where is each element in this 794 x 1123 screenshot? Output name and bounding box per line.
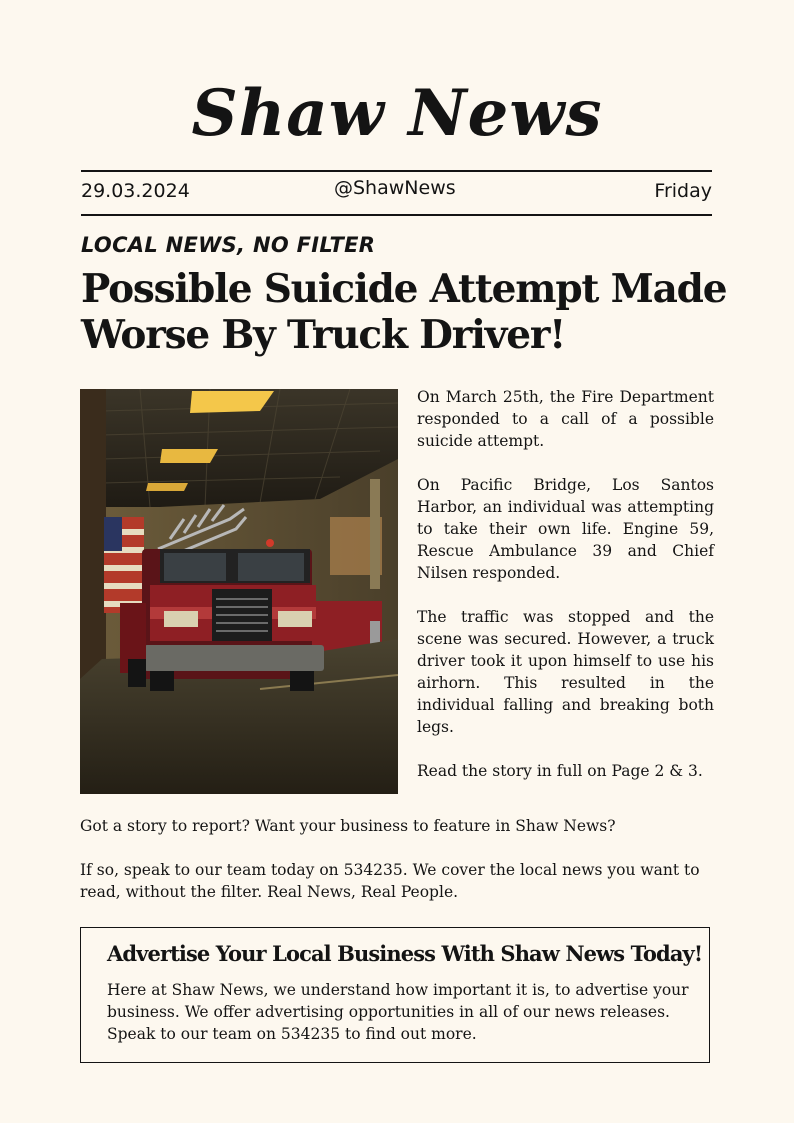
story-paragraph: On March 25th, the Fire Department responded to a call of a possible suicide attempt. (417, 388, 714, 450)
fire-truck-illustration (80, 389, 398, 794)
story-tip-callout (80, 815, 720, 925)
advert-title: Advertise Your Local Business With Shaw News Today! (107, 941, 703, 966)
issue-date: 29.03.2024 (81, 180, 190, 202)
tip-question: Got a story to report? Want your business to feature in Shaw News? (80, 817, 616, 835)
story-paragraph: The traffic was stopped and the scene was secured. However, a truck driver took it upon himself to use his airhorn. This resulted in the individual falling and breaking both legs. (417, 608, 714, 736)
advert-box (80, 927, 710, 1063)
tip-contact: If so, speak to our team today on 534235. We cover the local news you want to read, without the filter. Real News, Real People. (80, 861, 700, 901)
dateline (81, 177, 712, 208)
section-kicker: LOCAL NEWS, NO FILTER (81, 233, 376, 257)
social-handle: @ShawNews (334, 177, 456, 199)
issue-day: Friday (654, 180, 712, 202)
masthead-title: Shaw News (191, 76, 603, 151)
top-rule (81, 170, 712, 172)
story-photo (80, 389, 398, 794)
advert-body: Here at Shaw News, we understand how important it is, to advertise your business. We offer advertising opportunities in all of our news releases. Speak to our team on 534235 to find out more. (107, 981, 689, 1043)
story-continuation: Read the story in full on Page 2 & 3. (417, 762, 703, 780)
story-headline: Possible Suicide Attempt Made Worse By Truck Driver! (81, 266, 727, 358)
story-body (417, 386, 714, 804)
story-paragraph: On Pacific Bridge, Los Santos Harbor, an individual was attempting to take their own life. Engine 59, Rescue Ambulance 39 and Chief Nilsen responded. (417, 476, 714, 582)
bottom-rule (81, 214, 712, 216)
